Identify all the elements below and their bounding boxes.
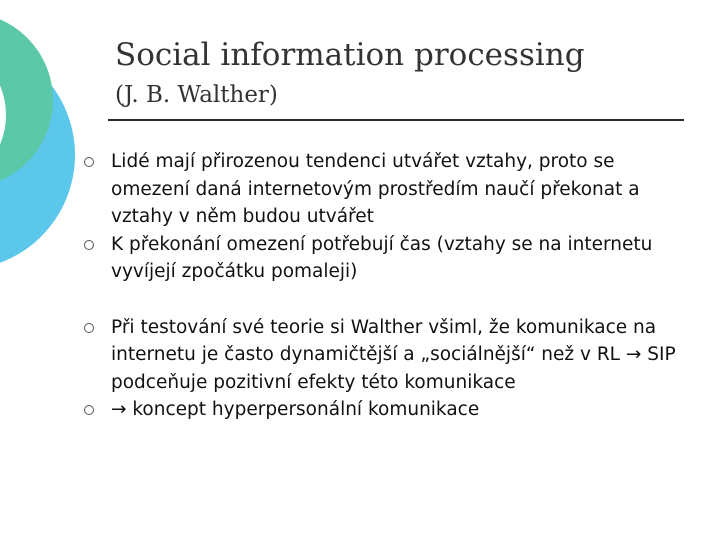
- bullet-item: [84, 231, 694, 286]
- blue-circle: [0, 40, 75, 270]
- bullet-item: [84, 148, 694, 231]
- bullet-circle-icon: [84, 157, 94, 167]
- slide-subtitle: (J. B. Walther): [115, 82, 278, 108]
- bullet-text: → koncept hyperpersonální komunikace: [111, 399, 480, 420]
- bullet-text: Při testování své teorie si Walther všiml, že komunikace na internetu je často dynamičtější a „sociálnější“ než v RL → SIP podceňuje pozitivní efekty této komunikace: [111, 316, 676, 393]
- bullet-circle-icon: [84, 240, 94, 250]
- title-divider: [108, 119, 684, 121]
- green-circle: [0, 12, 53, 188]
- bullet-text: Lidé mají přirozenou tendenci utvářet vztahy, proto se omezení daná internetovým prostředím naučí překonat a vztahy v něm budou utvářet: [111, 151, 640, 227]
- bullet-list: [84, 148, 694, 424]
- bullet-item: [84, 396, 694, 424]
- white-circle: [0, 39, 6, 191]
- bullet-circle-icon: [84, 323, 94, 333]
- bullet-text: K překonání omezení potřebují čas (vztahy se na internetu vyvíjejí zpočátku pomaleji): [111, 233, 653, 282]
- slide-title: Social information processing: [115, 37, 585, 73]
- bullet-circle-icon: [84, 405, 94, 415]
- bullet-item: [84, 314, 694, 397]
